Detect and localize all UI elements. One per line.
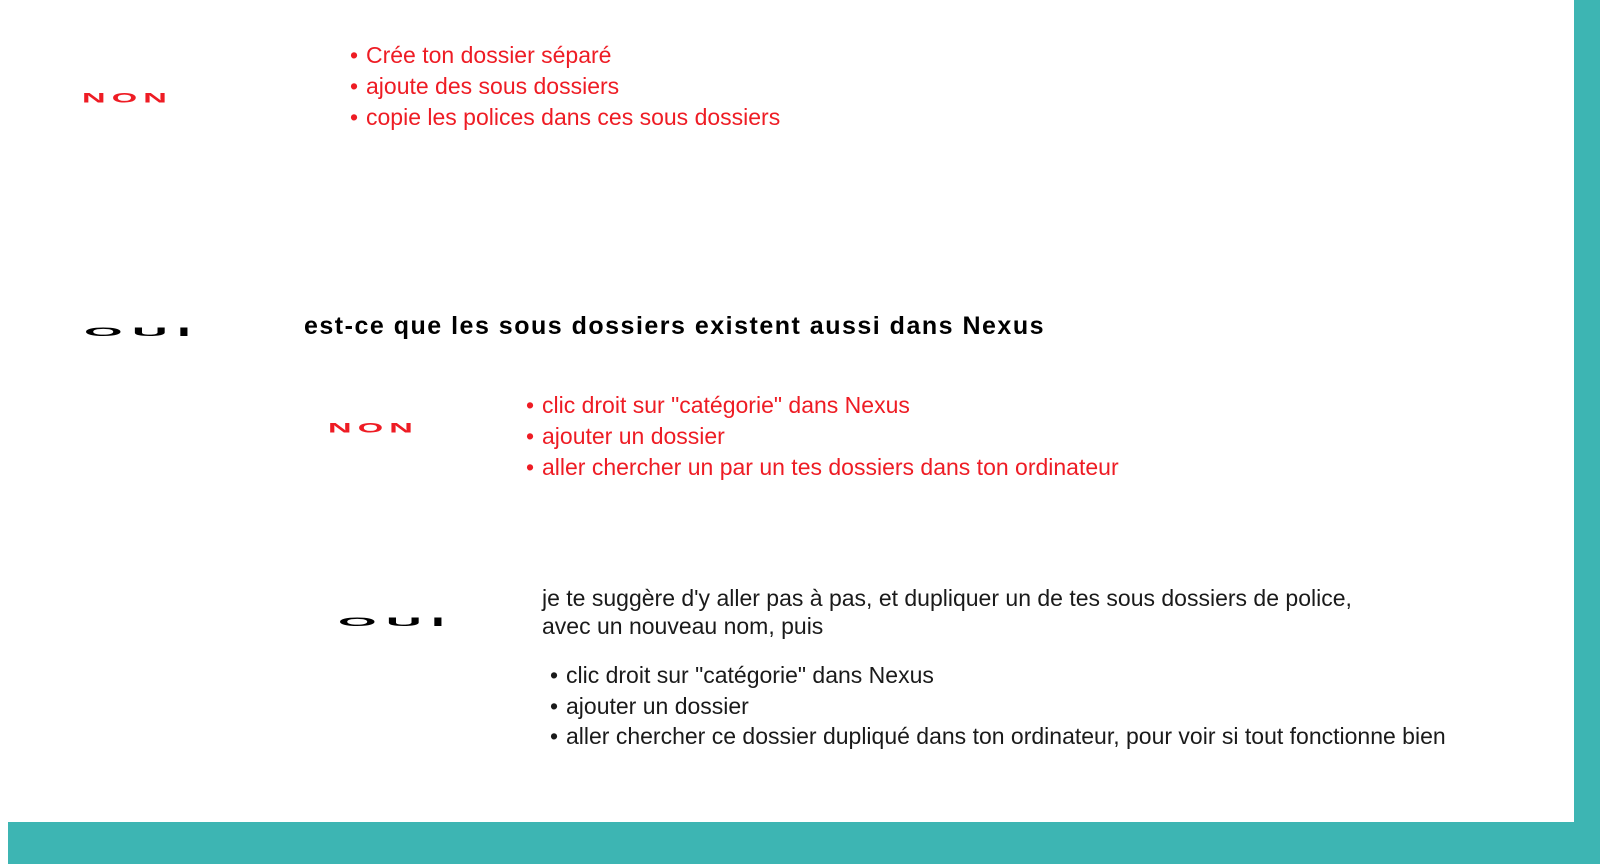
list-item-text: clic droit sur "catégorie" dans Nexus (566, 662, 934, 688)
list-item-text: ajoute des sous dossiers (366, 73, 620, 99)
frame-right-border (1574, 0, 1600, 864)
list-item: • Crée ton dossier séparé (350, 42, 612, 68)
non-label-1: NON (82, 90, 173, 106)
list-item: • aller chercher un par un tes dossiers dans ton ordinateur (526, 454, 1119, 480)
list-item: • clic droit sur "catégorie" dans Nexus (526, 392, 910, 418)
non-list-2 (526, 390, 1119, 483)
list-item-text: ajouter un dossier (542, 423, 725, 449)
oui-label-1: OUI (84, 325, 201, 339)
frame-bottom-border (8, 822, 1600, 864)
list-item: • copie les polices dans ces sous dossiers (350, 104, 781, 130)
non-list-1 (350, 40, 780, 133)
oui-list (550, 660, 1510, 750)
suggestion-paragraph: je te suggère d'y aller pas à pas, et dupliquer un de tes sous dossiers de police, avec un nouveau nom, puis (542, 585, 1352, 639)
list-item: • ajoute des sous dossiers (350, 73, 620, 99)
oui-label-2: OUI (338, 615, 455, 629)
non-label-2: NON (328, 420, 419, 436)
list-item-text: Crée ton dossier séparé (366, 42, 612, 68)
list-item: • ajouter un dossier (526, 423, 725, 449)
list-item: • ajouter un dossier (550, 693, 749, 719)
list-item-text: aller chercher un par un tes dossiers dans ton ordinateur (542, 454, 1119, 480)
list-item-text: ajouter un dossier (566, 693, 749, 719)
list-item-text: copie les polices dans ces sous dossiers (366, 104, 781, 130)
list-item-text: clic droit sur "catégorie" dans Nexus (542, 392, 910, 418)
list-item-text: aller chercher ce dossier dupliqué dans ton ordinateur, pour voir si tout fonctionne bien (566, 723, 1446, 749)
list-item: • aller chercher ce dossier dupliqué dans ton ordinateur, pour voir si tout fonctionne bien (550, 723, 1446, 749)
list-item: • clic droit sur "catégorie" dans Nexus (550, 662, 934, 688)
question-text: est-ce que les sous dossiers existent aussi dans Nexus (304, 312, 1046, 340)
